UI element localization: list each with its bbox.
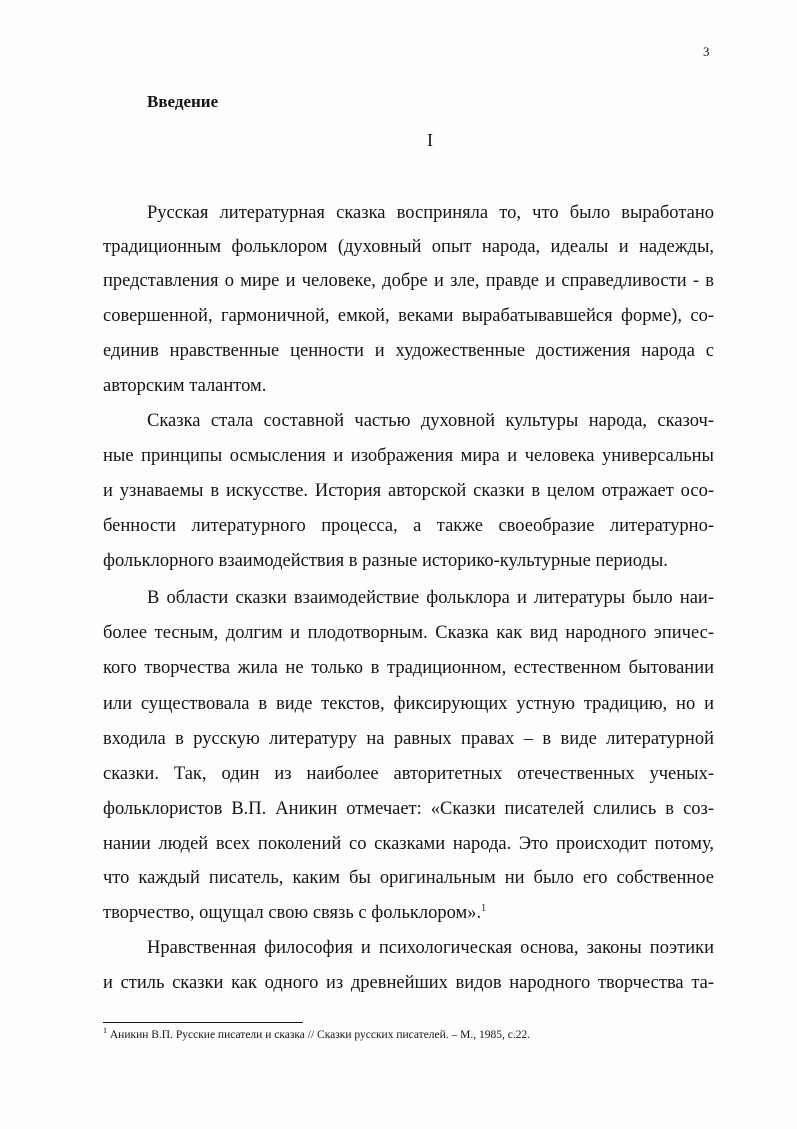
text-line: представления о мире и человеке, добре и зле, правде и справедливости - в [103, 271, 714, 291]
footnote-marker: 1 [103, 1026, 107, 1035]
text-line: Русская литературная сказка восприняла то, что было выработано [147, 203, 714, 223]
text-line: более тесным, долгим и плодотворным. Сказка как вид народного эпичес- [103, 623, 714, 643]
text-line: Сказка стала составной частью духовной культуры народа, сказоч- [147, 411, 714, 431]
text-line: или существовала в виде текстов, фиксирующих устную традицию, но и [103, 694, 714, 714]
text-line: бенности литературного процесса, а также своеобразие литературно- [103, 516, 714, 536]
footnote [103, 1026, 531, 1041]
text-line: В области сказки взаимодействие фольклора и литературы было наи- [147, 588, 714, 608]
text-line: и узнаваемы в искусстве. История авторской сказки в целом отражает осо- [103, 481, 714, 501]
text-line: фольклористов В.П. Аникин отмечает: «Сказки писателей слились в соз- [103, 799, 714, 819]
text-line: единив нравственные ценности и художественные достижения народа с [103, 341, 714, 361]
text-line: традиционным фольклором (духовный опыт народа, идеалы и надежды, [103, 237, 714, 257]
text-line: Нравственная философия и психологическая основа, законы поэтики [147, 938, 714, 958]
text-line: и стиль сказки как одного из древнейших видов народного творчества та- [103, 973, 714, 993]
text-line: кого творчества жила не только в традиционном, естественном бытовании [103, 658, 714, 678]
text-line: входила в русскую литературу на равных правах – в виде литературной [103, 729, 714, 749]
footnote-text: Аникин В.П. Русские писатели и сказка // Сказки русских писателей. – М., 1985, с.22. [109, 1029, 531, 1041]
text-line-content: творчество, ощущал свою связь с фольклором». [103, 903, 482, 923]
text-line: совершенной, гармоничной, емкой, веками вырабатывавшейся форме), со- [103, 306, 714, 326]
heading: Введение [147, 92, 219, 111]
footnote-reference[interactable]: 1 [481, 903, 487, 914]
text-line [103, 901, 714, 925]
text-line: фольклорного взаимодействия в разные историко-культурные периоды. [103, 551, 668, 571]
footnote-separator [103, 1022, 303, 1023]
text-line: авторским талантом. [103, 376, 267, 396]
page-number: 3 [703, 44, 710, 59]
section-numeral: I [427, 130, 433, 150]
text-line: ные принципы осмысления и изображения мира и человека универсальны [103, 446, 714, 466]
text-line: нании людей всех поколений со сказками народа. Это происходит потому, [103, 834, 714, 854]
text-line: что каждый писатель, каким бы оригинальным ни было его собственное [103, 868, 714, 888]
text-line: сказки. Так, один из наиболее авторитетных отечественных ученых- [103, 764, 714, 784]
